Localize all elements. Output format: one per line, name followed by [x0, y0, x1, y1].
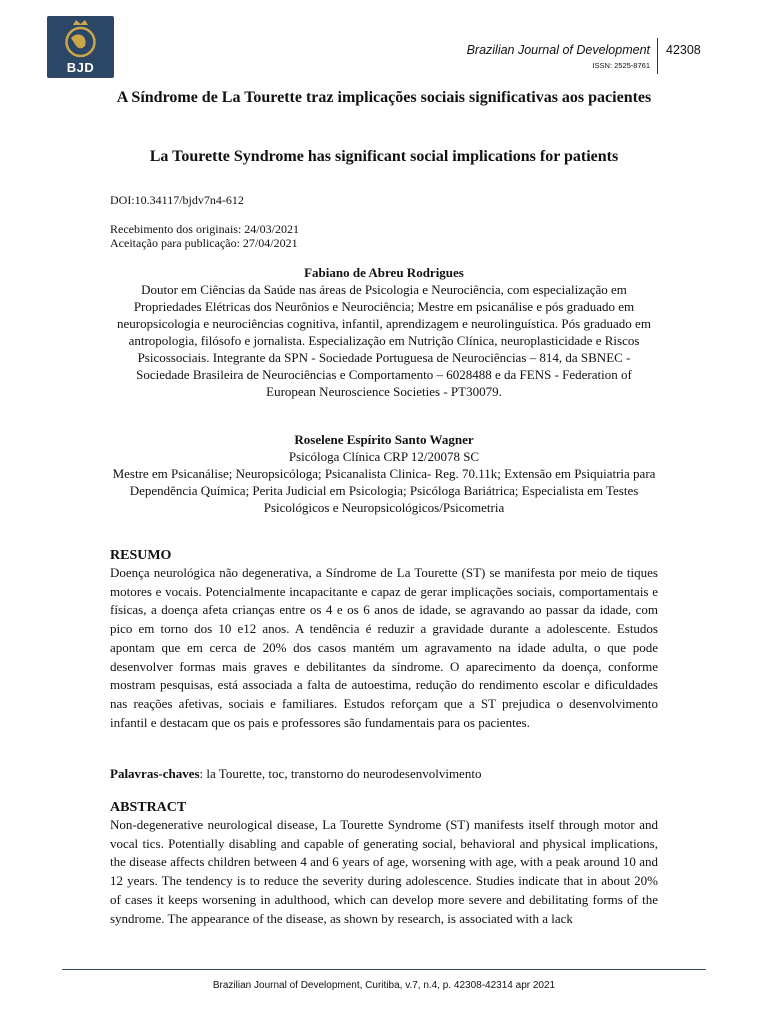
resumo-heading: RESUMO [110, 548, 172, 563]
title-portuguese: A Síndrome de La Tourette traz implicações sociais significativas aos pacientes [116, 89, 652, 106]
logo-text: BJD [66, 60, 95, 75]
resumo-section [110, 547, 658, 732]
globe-crown-icon [47, 16, 114, 62]
doi[interactable]: DOI:10.34117/bjdv7n4-612 [110, 193, 244, 207]
title-english: La Tourette Syndrome has significant social implications for patients [149, 148, 619, 165]
issn: ISSN: 2525-8761 [592, 61, 650, 70]
abstract-text: Non-degenerative neurological disease, La Tourette Syndrome (ST) manifests itself through motor and vocal tics. Potentially disabling and capable of generating social, behavioral and physical implications, the disease affects children between 4 and 6 years of age, worsening with age, with a peak around 10 and 12 years. The tendency is to reduce the severity during adolescence. Studies indicate that in about 20% of cases it keeps worsening in adulthood, which can develop more severe and debilitating forms of the syndrome. The appearance of the disease, as shown by research, is associated with a lack [110, 817, 658, 926]
page-number: 42308 [666, 43, 701, 57]
accepted-date: Aceitação para publicação: 27/04/2021 [110, 236, 298, 250]
header-divider [657, 38, 658, 74]
received-date: Recebimento dos originais: 24/03/2021 [110, 222, 299, 236]
keywords [110, 766, 481, 782]
footer-citation: Brazilian Journal of Development, Curitiba, v.7, n.4, p. 42308-42314 apr 2021 [212, 980, 556, 991]
author-affiliation: Mestre em Psicanálise; Neuropsicóloga; Psicanalista Clinica- Reg. 70.11k; Extensão em Psiquiatria para Dependência Química; Perita Judicial em Psicologia; Psicóloga Bariátrica; Especialista em Testes Psicológicos e Neuropsicológicos/Psicometria [112, 466, 656, 515]
author-block [110, 264, 658, 400]
author-name: Roselene Espírito Santo Wagner [294, 432, 474, 447]
author-name: Fabiano de Abreu Rodrigues [304, 265, 464, 280]
keywords-label: Palavras-chaves [110, 766, 200, 781]
author-affiliation: Doutor em Ciências da Saúde nas áreas de Psicologia e Neurociência, com especialização em Propriedades Elétricas dos Neurônios e Neurociência; Mestre em psicanálise e pós graduado em neuropsicologia e neurociências cognitiva, infantil, aprendizagem e neurolinguística. Pós graduado em antropologia, filósofo e jornalista. Especialização em Nutrição Clínica, neuroplasticidade e Riscos Psicossociais. Integrante da SPN - Sociedade Portuguesa de Neurociências – 814, da SBNEC - Sociedade Brasileira de Neurociências e Comportamento – 6028488 e da FENS - Federation of European Neuroscience Societies - PT30079. [117, 282, 651, 399]
author-credential: Psicóloga Clínica CRP 12/20078 SC [288, 449, 480, 464]
journal-logo [47, 16, 114, 78]
abstract-section [110, 799, 658, 928]
submission-dates [110, 222, 299, 250]
abstract-heading: ABSTRACT [110, 800, 187, 815]
footer-divider [62, 969, 706, 970]
author-block [110, 431, 658, 516]
journal-name: Brazilian Journal of Development [466, 43, 650, 57]
resumo-text: Doença neurológica não degenerativa, a Síndrome de La Tourette (ST) se manifesta por meio de tiques motores e vocais. Potencialmente incapacitante e capaz de gerar implicações sociais, comportamentais e físicas, a doença afeta crianças entre os 4 e os 6 anos de idade, se agravando ao passar da idade, com pico em torno dos 10 e12 anos. A tendência é reduzir a gravidade durante a adolescente. Estudos apontam que em cerca de 20% dos casos mantém um agravamento na idade adulta, o que pode desenvolver formas mais graves e debilitantes da síndrome. O aparecimento da doença, conforme mostram pesquisas, está associada a falta de autoestima, redução do rendimento escolar e dificuldades nas reações afetivas, sociais e familiares. Estudos reforçam que a ST prejudica o desenvolvimento infantil e destacam que os pais e professores são fundamentais para os pacientes. [110, 565, 658, 730]
keywords-text: : la Tourette, toc, transtorno do neurodesenvolvimento [199, 766, 482, 781]
